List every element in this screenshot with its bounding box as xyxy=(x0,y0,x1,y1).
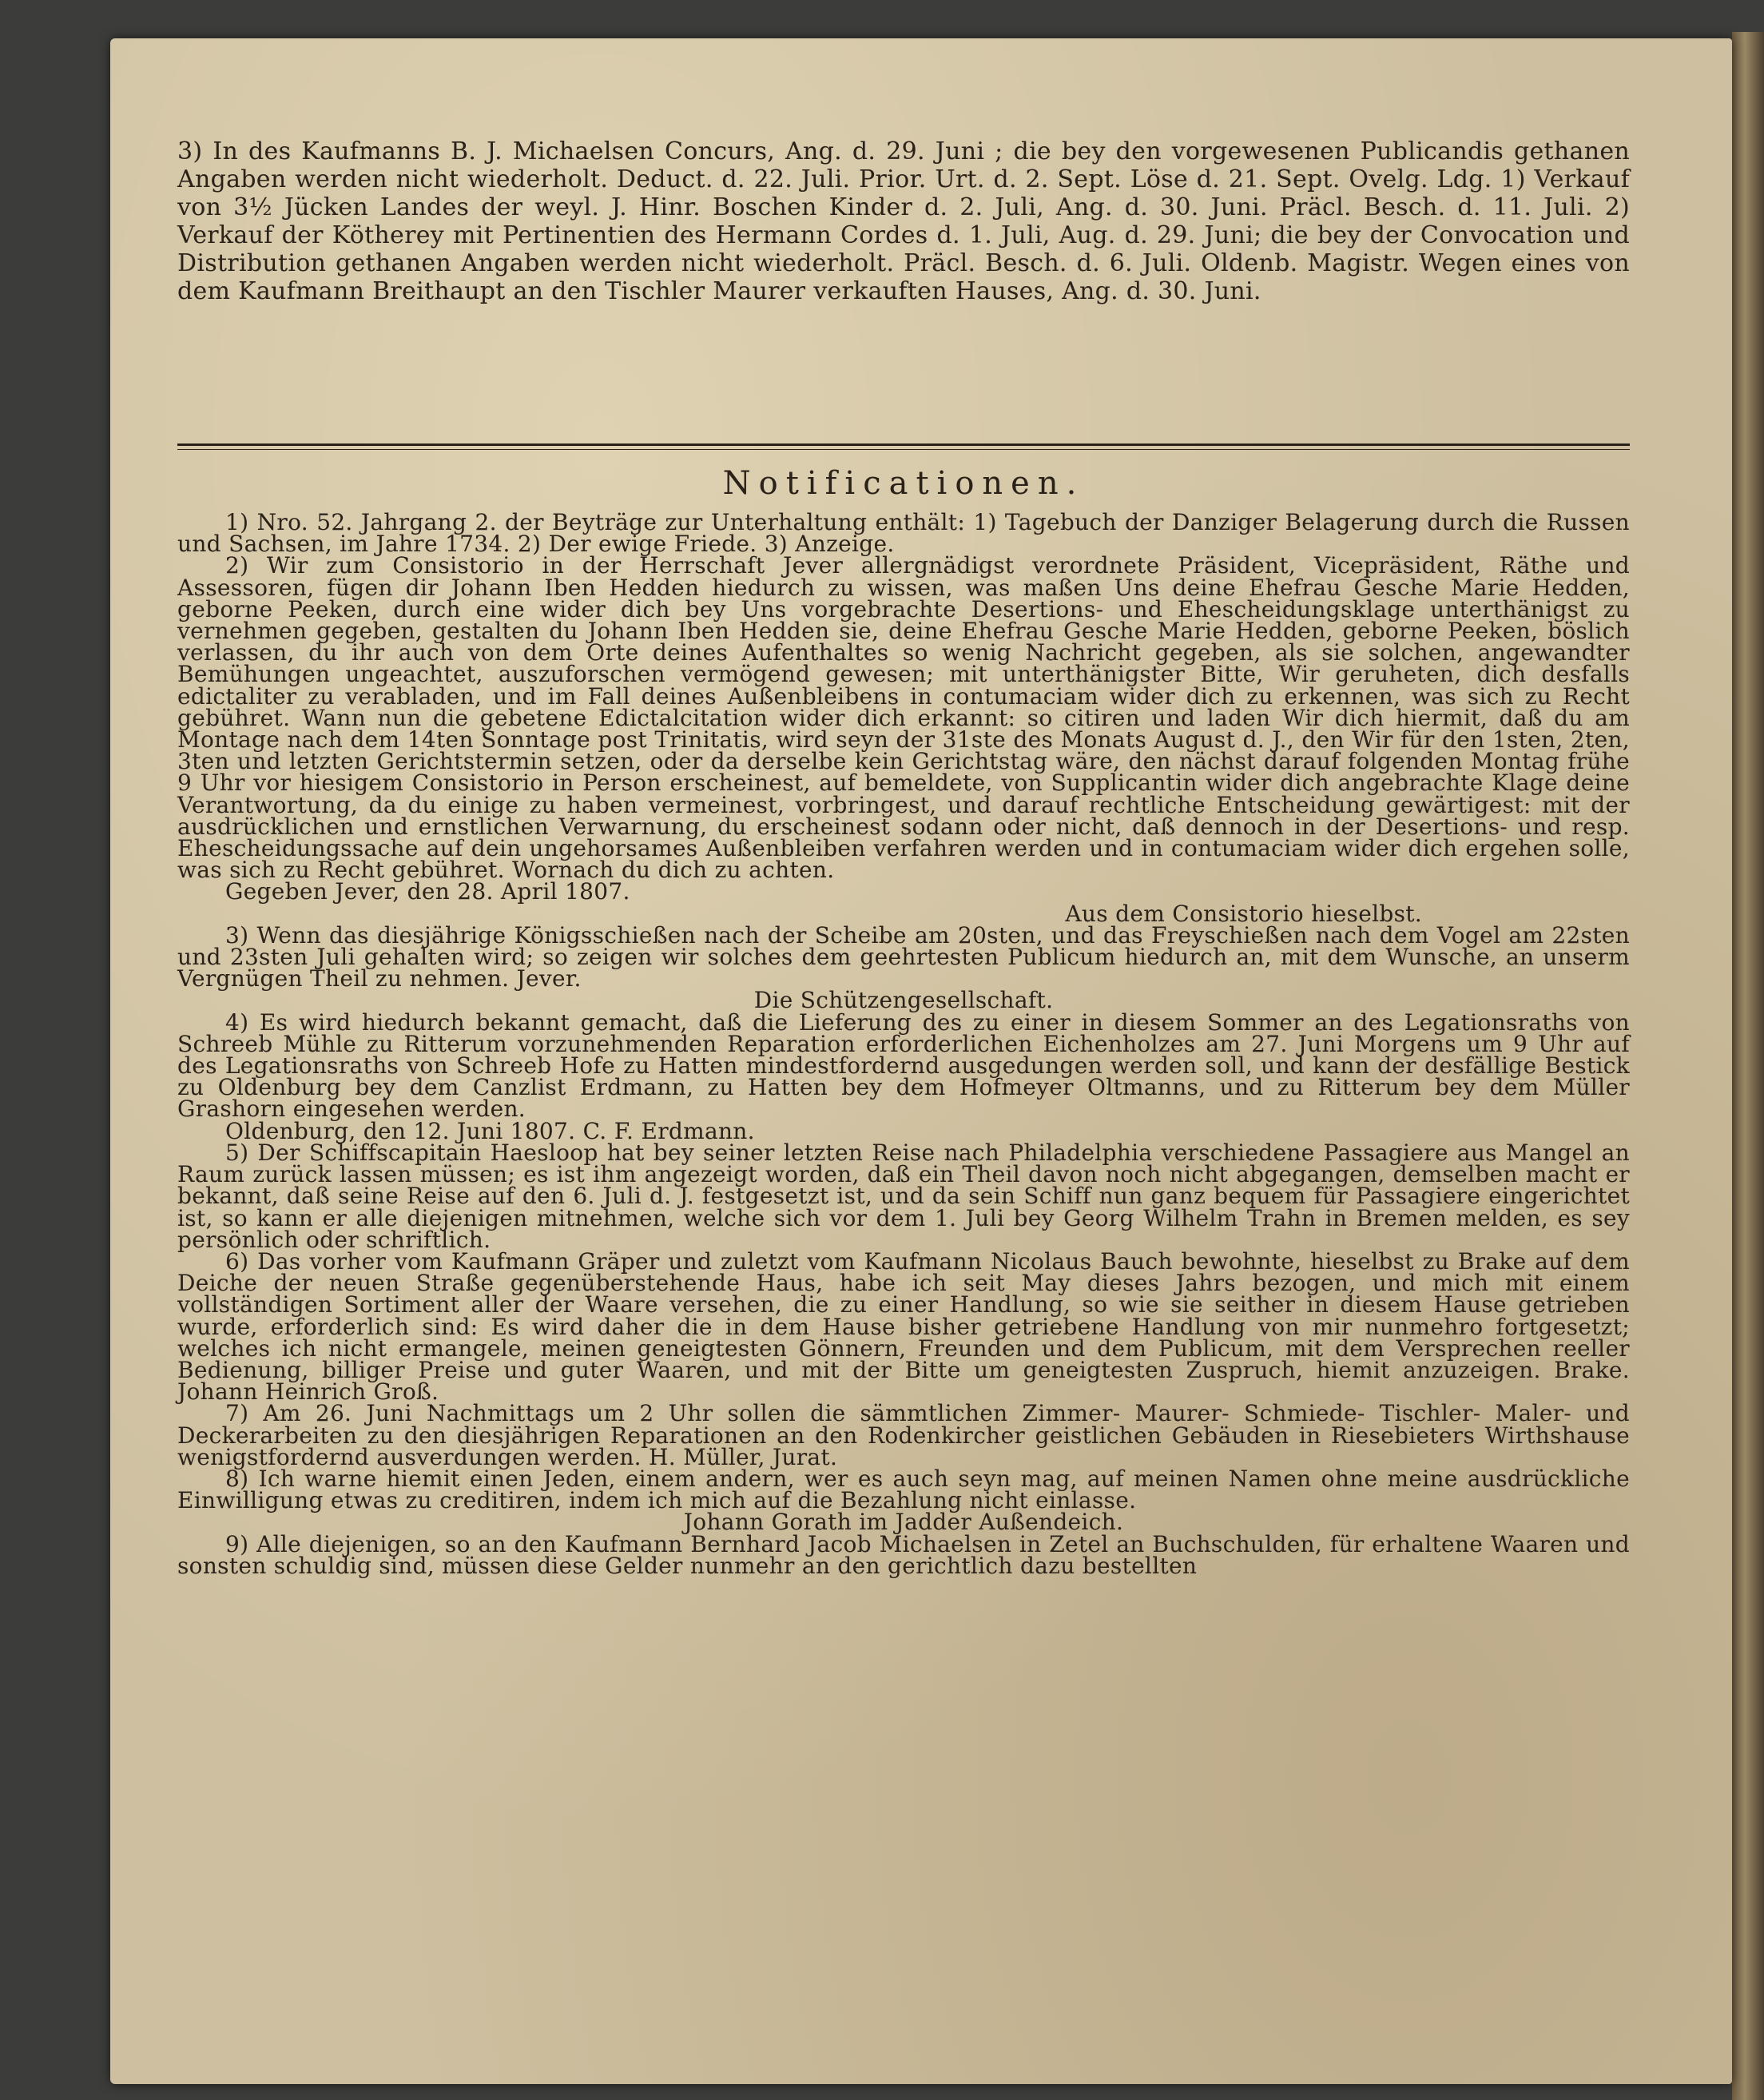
section-divider xyxy=(177,443,1630,446)
previous-section xyxy=(177,137,1630,305)
notice-6: 6) Das vorher vom Kaufmann Gräper und zuletzt vom Kaufmann Nicolaus Bauch bewohnte, hieselbst zu Brake auf dem Deiche der neuen Straße gegenüberstehende Haus, habe ich seit May dieses Jahrs bezogen, und mich mit einem vollständigen Sortiment aller der Waare versehen, die zu einer Handlung, so wie sie seither in diesem Hause getrieben wurde, erforderlich sind: Es wird daher die in dem Hause bisher getriebene Handlung von mir nunmehro fortgesetzt; welches ich nicht ermangele, meinen geneigtesten Gönnern, Freunden und dem Publicum, mit dem Versprechen reeller Bedienung, billiger Preise und guter Waaren, und mit der Bitte um geneigtesten Zuspruch, hiemit anzuzeigen. Brake. Johann Heinrich Groß. xyxy=(177,1247,1630,1406)
section-heading: Notificationen. xyxy=(722,465,1085,502)
book-edge xyxy=(1732,32,1764,2100)
notice-8-signature: Johann Gorath im Jadder Außendeich. xyxy=(683,1509,1124,1536)
notice-3: 3) Wenn das diesjährige Königsschießen nach der Scheibe am 20sten, und das Freyschießen nach dem Vogel am 22sten und 23sten Juli gehalten wird; so zeigen wir solches dem geehrtesten Publicum hiedurch an, mit dem Wunsche, an unserm Vergnügen Theil zu nehmen. Jever. xyxy=(177,921,1630,992)
notice-2-signature: Aus dem Consistorio hieselbst. xyxy=(1065,900,1422,927)
notice-9: 9) Alle diejenigen, so an den Kaufmann Bernhard Jacob Michaelsen in Zetel an Buchschulden, für erhaltene Waaren und sonsten schuldig sind, müssen diese Gelder nunmehr an den gerichtlich dazu bestellten xyxy=(177,1530,1630,1579)
notice-1: 1) Nro. 52. Jahrgang 2. der Beyträge zur Unterhaltung enthält: 1) Tagebuch der Danziger Belagerung durch die Russen und Sachsen, im Jahre 1734. 2) Der ewige Friede. 3) Anzeige. xyxy=(177,509,1630,558)
section-divider-thin xyxy=(177,449,1630,450)
notice-3-signature: Die Schützengesellschaft. xyxy=(753,987,1054,1014)
notice-2-date: Gegeben Jever, den 28. April 1807. xyxy=(225,878,630,905)
notice-7: 7) Am 26. Juni Nachmittags um 2 Uhr sollen die sämmtlichen Zimmer- Maurer- Schmiede- Tischler- Maler- und Deckerarbeiten zu den diesjährigen Reparationen an den Rodenkircher geistlichen Gebäuden in Riesebieters Wirthshause wenigstfordernd ausverdungen werden. H. Müller, Jurat. xyxy=(177,1400,1630,1470)
previous-paragraph: 3) In des Kaufmanns B. J. Michaelsen Concurs, Ang. d. 29. Juni ; die bey den vorgewesenen Publicandis gethanen Angaben werden nicht wiederholt. Deduct. d. 22. Juli. Prior. Urt. d. 2. Sept. Löse d. 21. Sept. Ovelg. Ldg. 1) Verkauf von 3½ Jücken Landes der weyl. J. Hinr. Boschen Kinder d. 2. Juli, Ang. d. 30. Juni. Präcl. Besch. d. 11. Juli. 2) Verkauf der Kötherey mit Pertinentien des Hermann Cordes d. 1. Juli, Aug. d. 29. Juni; die bey der Convocation und Distribution gethanen Angaben werden nicht wiederholt. Präcl. Besch. d. 6. Juli. Oldenb. Magistr. Wegen eines von dem Kaufmann Breithaupt an den Tischler Maurer verkauften Hauses, Ang. d. 30. Juni. xyxy=(177,137,1630,305)
notice-4: 4) Es wird hiedurch bekannt gemacht, daß die Lieferung des zu einer in diesem Sommer an des Legationsraths von Schreeb Mühle zu Ritterum vorzunehmenden Reparation erforderlichen Eichenholzes am 27. Juni Morgens um 9 Uhr auf des Legationsraths von Schreeb Hofe zu Hatten mindestfordernd ausgedungen werden soll, und kann der desfällige Bestick zu Oldenburg bey dem Canzlist Erdmann, zu Hatten bey dem Hofmeyer Oltmanns, und zu Ritterum bey dem Müller Grashorn eingesehen werden. xyxy=(177,1008,1630,1123)
notice-4-signature: Oldenburg, den 12. Juni 1807. C. F. Erdmann. xyxy=(225,1117,755,1144)
notice-5: 5) Der Schiffscapitain Haesloop hat bey seiner letzten Reise nach Philadelphia verschiedene Passagiere aus Mangel an Raum zurück lassen müssen; es ist ihm angezeigt worden, daß ein Theil davon noch nicht abgegangen, demselben macht er bekannt, daß seine Reise auf den 6. Juli d. J. festgesetzt ist, und da sein Schiff nun ganz bequem für Passagiere eingerichtet ist, so kann er alle diejenigen mitnehmen, welche sich vor dem 1. Juli bey Georg Wilhelm Trahn in Bremen melden, es sey persönlich oder schriftlich. xyxy=(177,1139,1630,1253)
notice-2: 2) Wir zum Consistorio in der Herrschaft Jever allergnädigst verordnete Präsident, Vicepräsident, Räthe und Assessoren, fügen dir Johann Iben Hedden hiedurch zu wissen, was maßen Uns deine Ehefrau Gesche Marie Hedden, geborne Peeken, durch eine wider dich bey Uns vorgebrachte Desertions- und Ehescheidungsklage unterthänigst zu vernehmen gegeben, gestalten du Johann Iben Hedden sie, deine Ehefrau Gesche Marie Hedden, geborne Peeken, böslich verlassen, du ihr auch von dem Orte deines Aufenthaltes so wenig Nachricht gegeben, als sie solchen, angewandter Bemühungen ungeachtet, auszuforschen vermögend gewesen; mit unterthänigster Bitte, Wir geruheten, dich desfalls edictaliter zu verabladen, und im Fall deines Außenbleibens in contumaciam wider dich zu erkennen, was sich zu Recht gebühret. Wann nun die gebetene Edictalcitation wider dich erkannt: so citiren und laden Wir dich hiermit, daß du am Montage nach dem 14ten Sonntage post Trinitatis, wird seyn der 31ste des Monats August d. J., den Wir für den 1sten, 2ten, 3ten und letzten Gerichtstermin setzen, oder da derselbe kein Gerichtstag wäre, den nächst darauf folgenden Montag frühe 9 Uhr vor hiesigem Consistorio in Person erscheinest, auf bemeldete, von Supplicantin wider dich angebrachte Klage deine Verantwortung, da du einige zu haben vermeinest, vorbringest, und darauf rechtliche Entscheidung gewärtigest: mit der ausdrücklichen und ernstlichen Verwarnung, du erscheinest sodann oder nicht, daß dennoch in der Desertions- und resp. Ehescheidungssache auf dein ungehorsames Außenbleiben verfahren werden und in contumaciam wider dich ergehen solle, was sich zu Recht gebühret. Wornach du dich zu achten. xyxy=(177,552,1630,884)
notifications-body xyxy=(177,511,1630,1577)
notice-8: 8) Ich warne hiemit einen Jeden, einem andern, wer es auch seyn mag, auf meinen Namen ohne meine ausdrückliche Einwilligung etwas zu creditiren, indem ich mich auf die Bezahlung nicht einlasse. xyxy=(177,1465,1630,1514)
